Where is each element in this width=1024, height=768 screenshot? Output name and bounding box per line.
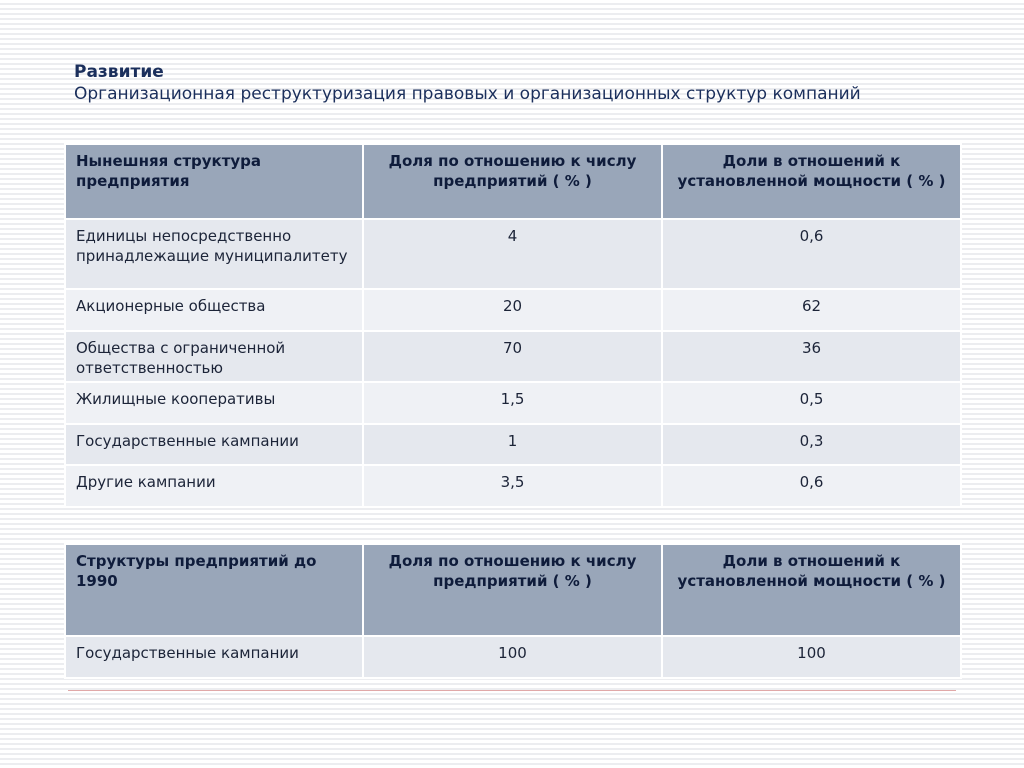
table-header-row — [65, 144, 961, 219]
row-label: Государственные кампании — [65, 636, 363, 678]
share-enterprises-value: 70 — [363, 331, 662, 382]
header-share-capacity: Доли в отношений к установленной мощности ( % ) — [662, 144, 961, 219]
slide-heading — [74, 61, 954, 105]
share-enterprises-value: 3,5 — [363, 465, 662, 507]
header-structure: Нынешняя структура предприятия — [65, 144, 363, 219]
table-row — [65, 289, 961, 331]
row-label: Акционерные общества — [65, 289, 363, 331]
table-row — [65, 219, 961, 289]
header-share-enterprises: Доля по отношению к числу предприятий ( % ) — [363, 544, 662, 636]
header-structure-1990: Структуры предприятий до 1990 — [65, 544, 363, 636]
share-capacity-value: 0,3 — [662, 424, 961, 465]
table-header-row — [65, 544, 961, 636]
row-label: Единицы непосредственно принадлежащие муниципалитету — [65, 219, 363, 289]
current-structure-table — [64, 143, 962, 508]
header-share-capacity: Доли в отношений к установленной мощности ( % ) — [662, 544, 961, 636]
table-row — [65, 382, 961, 424]
share-capacity-value: 0,5 — [662, 382, 961, 424]
share-enterprises-value: 1,5 — [363, 382, 662, 424]
table-row — [65, 424, 961, 465]
share-capacity-value: 36 — [662, 331, 961, 382]
share-enterprises-value: 100 — [363, 636, 662, 678]
slide-subtitle: Организационная реструктуризация правовых и организационных структур компаний — [74, 84, 861, 104]
share-capacity-value: 0,6 — [662, 465, 961, 507]
header-share-enterprises: Доля по отношению к числу предприятий ( % ) — [363, 144, 662, 219]
footer-divider — [68, 690, 956, 691]
row-label: Другие кампании — [65, 465, 363, 507]
share-enterprises-value: 20 — [363, 289, 662, 331]
share-capacity-value: 0,6 — [662, 219, 961, 289]
slide-title: Развитие — [74, 62, 164, 82]
structure-1990-table — [64, 543, 962, 679]
row-label: Общества с ограниченной ответственностью — [65, 331, 363, 382]
share-enterprises-value: 4 — [363, 219, 662, 289]
share-capacity-value: 62 — [662, 289, 961, 331]
table-row — [65, 465, 961, 507]
row-label: Государственные кампании — [65, 424, 363, 465]
share-enterprises-value: 1 — [363, 424, 662, 465]
row-label: Жилищные кооперативы — [65, 382, 363, 424]
share-capacity-value: 100 — [662, 636, 961, 678]
table-row — [65, 331, 961, 382]
table-row — [65, 636, 961, 678]
